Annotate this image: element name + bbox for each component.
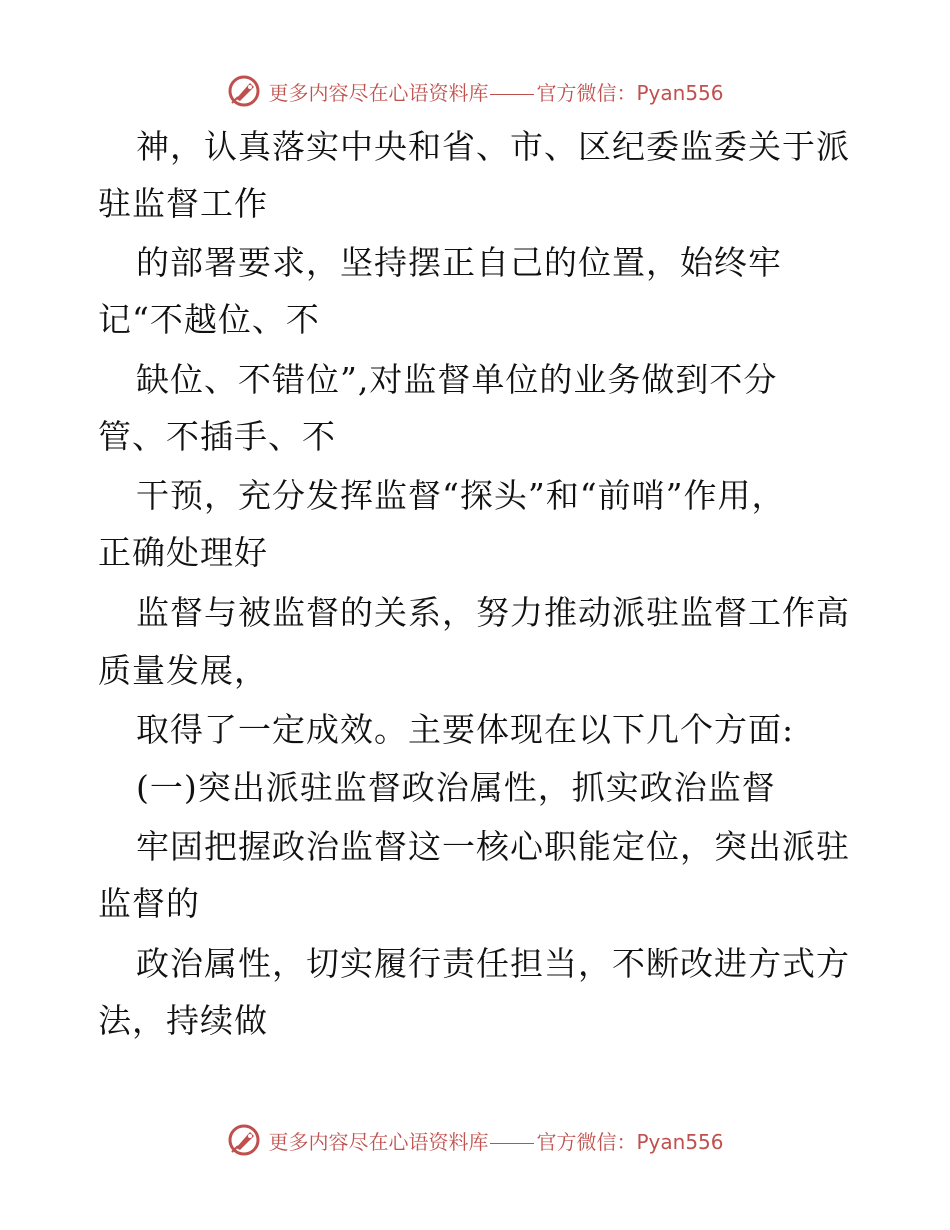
text-line: 缺位、不错位”,对监督单位的业务做到不分 <box>136 360 778 399</box>
text-line: 监督的 <box>98 884 200 923</box>
footer-watermark <box>0 1120 950 1160</box>
watermark-text <box>268 1126 723 1155</box>
header-watermark <box>0 71 950 111</box>
text-line: 政治属性，切实履行责任担当，不断改进方式方 <box>136 944 850 983</box>
text-line: 取得了一定成效。主要体现在以下几个方面: <box>136 710 795 749</box>
pen-nib-logo-icon <box>226 1122 262 1158</box>
watermark-wechat-id: Pyan556 <box>636 80 724 105</box>
text-line: 法，持续做 <box>98 1001 268 1040</box>
section-heading: (一)突出派驻监督政治属性，抓实政治监督 <box>136 768 776 807</box>
watermark-wechat-label: 官方微信： <box>536 1129 637 1154</box>
text-line: 监督与被监督的关系，努力推动派驻监督工作高 <box>136 593 850 632</box>
text-line: 的部署要求，坚持摆正自己的位置，始终牢 <box>136 243 782 282</box>
watermark-site-name: 更多内容尽在心语资料库 <box>268 1129 489 1154</box>
watermark-dash <box>490 1143 534 1144</box>
pen-nib-logo-icon <box>226 73 262 109</box>
watermark-wechat-id: Pyan556 <box>636 1129 724 1154</box>
text-line: 神，认真落实中央和省、市、区纪委监委关于派 <box>136 127 850 166</box>
text-line: 质量发展， <box>98 651 268 690</box>
text-line: 正确处理好 <box>98 533 268 572</box>
text-line: 驻监督工作 <box>98 184 268 223</box>
watermark-text <box>268 77 723 106</box>
text-line: 管、不插手、不 <box>98 417 336 456</box>
text-line: 记“不越位、不 <box>98 300 320 339</box>
text-line: 干预，充分发挥监督“探头”和“前哨”作用， <box>136 476 786 515</box>
watermark-dash <box>490 94 534 95</box>
watermark-wechat-label: 官方微信： <box>536 80 637 105</box>
watermark-site-name: 更多内容尽在心语资料库 <box>268 80 489 105</box>
text-line: 牢固把握政治监督这一核心职能定位，突出派驻 <box>136 827 850 866</box>
